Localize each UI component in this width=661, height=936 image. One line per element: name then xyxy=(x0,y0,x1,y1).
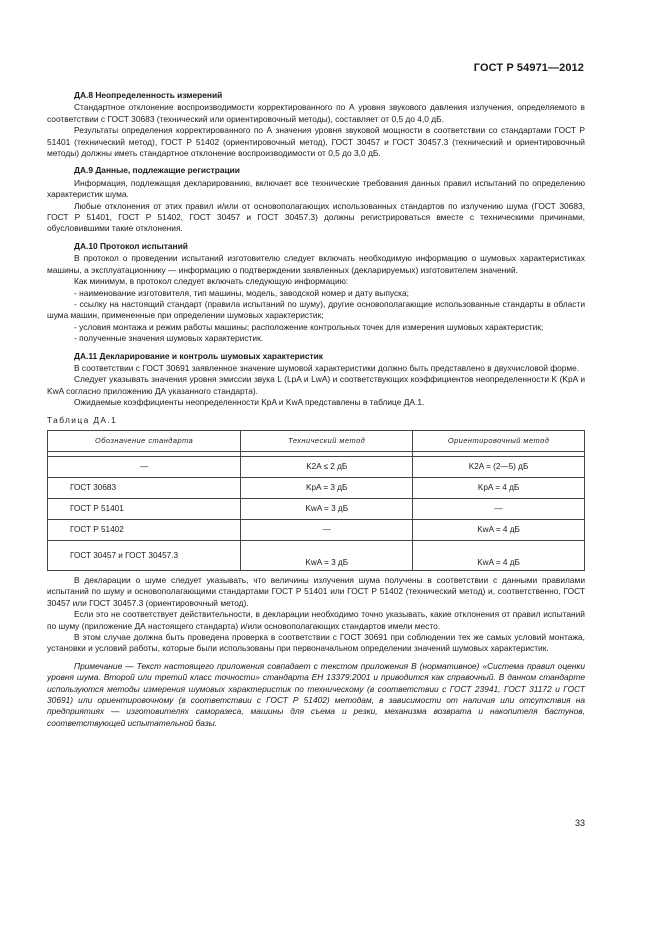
uncertainty-table xyxy=(47,430,585,571)
paragraph: В этом случае должна быть проведена проверка в соответствии с ГОСТ 30691 при соблюдении тех же самых условий монтажа, установки и условий работы, которые были использованы при первоначальном определении значений шумовых характеристик. xyxy=(47,632,585,654)
paragraph: Если это не соответствует действительности, в декларации необходимо точно указывать, какие отклонения от правил испытаний по шуму (приложение ДА настоящего стандарта) и/или основополагающих стандартов имели место. xyxy=(47,609,585,631)
note: Примечание — Текст настоящего приложения совпадает с текстом приложения В (нормативное) «Система правил оценки уровня шума. Второй или третий класс точности» стандарта ЕН 13379:2001 и приводится как справочный. В данном стандарте используются методы измерения шумовых характеристик по техническому (в соответствии с ГОСТ 23941, ГОСТ 31172 и ГОСТ 30691) или ориентировочному (в соответствии с ГОСТ Р 51402) методам, в зависимости от наличия или отсутствия на предприятиях — изготовителях саморазеса, машины для съема и резки, механизма возврата и накопителя бастунов, соответствующей испытательной базы. xyxy=(47,660,585,728)
table-row xyxy=(48,498,585,519)
table-row xyxy=(48,477,585,498)
paragraph: Стандартное отклонение воспроизводимости корректированного по А уровня звукового давления излучения, определяемого в соответствии с ГОСТ 30683 (технический или ориентировочный методы), составляет от 0,5 до 4,0 дБ. xyxy=(47,102,585,124)
table-row xyxy=(48,519,585,540)
column-header: Технический метод xyxy=(241,430,413,451)
section-heading: ДА.8 Неопределенность измерений xyxy=(74,90,223,100)
table-row xyxy=(48,456,585,477)
table-cell: KwA = 4 дБ xyxy=(413,540,585,570)
table-cell: KpA = 3 дБ xyxy=(241,477,413,498)
section-heading: ДА.9 Данные, подлежащие регистрации xyxy=(74,165,240,176)
table-cell: ГОСТ Р 51402 xyxy=(48,519,241,540)
list-item: - наименование изготовителя, тип машины, модель, заводской номер и дату выпуска; xyxy=(74,287,409,298)
section-da11 xyxy=(47,351,585,409)
table-cell: K2A ≤ 2 дБ xyxy=(241,456,413,477)
table-header-row xyxy=(48,430,585,451)
page-header: ГОСТ Р 54971—2012 xyxy=(473,62,584,74)
table-cell: KwA = 3 дБ xyxy=(241,498,413,519)
paragraph: Ожидаемые коэффициенты неопределенности KpA и KwA представлены в таблице ДА.1. xyxy=(74,397,425,408)
table-cell: — xyxy=(48,456,241,477)
table-cell: ГОСТ Р 51401 xyxy=(48,498,241,519)
section-da9 xyxy=(47,165,585,234)
paragraph: Как минимум, в протокол следует включать следующую информацию: xyxy=(74,276,349,287)
list-item: - ссылку на настоящий стандарт (правила испытаний по шуму), другие основополагающие использованные стандарты в области шума машин, примененные при определении шумовых характеристик; xyxy=(47,298,585,321)
table-cell: ГОСТ 30457 и ГОСТ 30457.3 xyxy=(48,540,241,570)
paragraph: В декларации о шуме следует указывать, что величины излучения шума получены в соответствии с данными правилами испытаний по шуму и основополагающими стандартами ГОСТ Р 51401 или ГОСТ Р 51402 (технический метод) и, соответственно, ГОСТ 30457 или ГОСТ 30457.3 (ориентировочный метод). xyxy=(47,574,585,608)
paragraph: Результаты определения корректированного по А значения уровня звуковой мощности в соответствии со стандартами ГОСТ Р 51401 (технический метод), ГОСТ Р 51402 (ориентировочный метод), ГОСТ 30457 и ГОСТ 30457.3 (технический и ориентировочный методы) должны иметь стандартное отклонение воспроизводимости от 0,5 до 3,0 дБ. xyxy=(47,125,585,159)
table-cell: KwA = 3 дБ xyxy=(241,540,413,570)
table-row xyxy=(48,540,585,570)
paragraph: Информация, подлежащая декларированию, включает все технические требования данных правил испытаний по определению характеристик шума. xyxy=(47,177,585,200)
section-da8 xyxy=(47,90,585,159)
list-item: - полученные значения шумовых характеристик. xyxy=(74,333,264,344)
paragraph: В протокол о проведении испытаний изготовителю следует включать необходимую информацию о шумовых характеристиках машины, а эксплуатационнику — информацию о подтверждении заявленных (декларируемых) изготовителем значений. xyxy=(47,253,585,275)
declaration-section xyxy=(47,575,585,655)
table-cell: KwA = 4 дБ xyxy=(413,519,585,540)
section-heading: ДА.10 Протокол испытаний xyxy=(74,240,188,251)
table-cell: — xyxy=(413,498,585,519)
section-heading: ДА.11 Декларирование и контроль шумовых характеристик xyxy=(74,350,323,361)
column-header: Ориентировочный метод xyxy=(413,430,585,451)
paragraph: Любые отклонения от этих правил и/или от основополагающих использованных стандартов по излучению шума (ГОСТ 30683, ГОСТ Р 51401, ГОСТ Р 51402, ГОСТ 30457 и ГОСТ 30457.3) должны регистрироваться вместе с техническими причинами, обусловившими такие отклонения. xyxy=(47,200,585,234)
table-cell: ГОСТ 30683 xyxy=(48,477,241,498)
page-number: 33 xyxy=(574,818,585,828)
paragraph: В соответствии с ГОСТ 30691 заявленное значение шумовой характеристики должно быть представлено в двухчисловой форме. xyxy=(74,362,580,373)
list-item: - условия монтажа и режим работы машины; расположение контрольных точек для измерения шумовых характеристик; xyxy=(74,321,544,332)
table-cell: — xyxy=(241,519,413,540)
paragraph: Следует указывать значения уровня эмиссии звука L (LpA и LwA) и соответствующих коэффициентов неопределенности K (KpA и KwA согласно приложению ДА указанного стандарта). xyxy=(47,374,585,396)
table-cell: K2A = (2—5) дБ xyxy=(413,456,585,477)
section-da10 xyxy=(47,241,585,345)
table-cell: KpA = 4 дБ xyxy=(413,477,585,498)
column-header: Обозначение стандарта xyxy=(48,430,241,451)
table-caption: Таблица ДА.1 xyxy=(47,414,118,425)
page-content xyxy=(47,90,585,729)
